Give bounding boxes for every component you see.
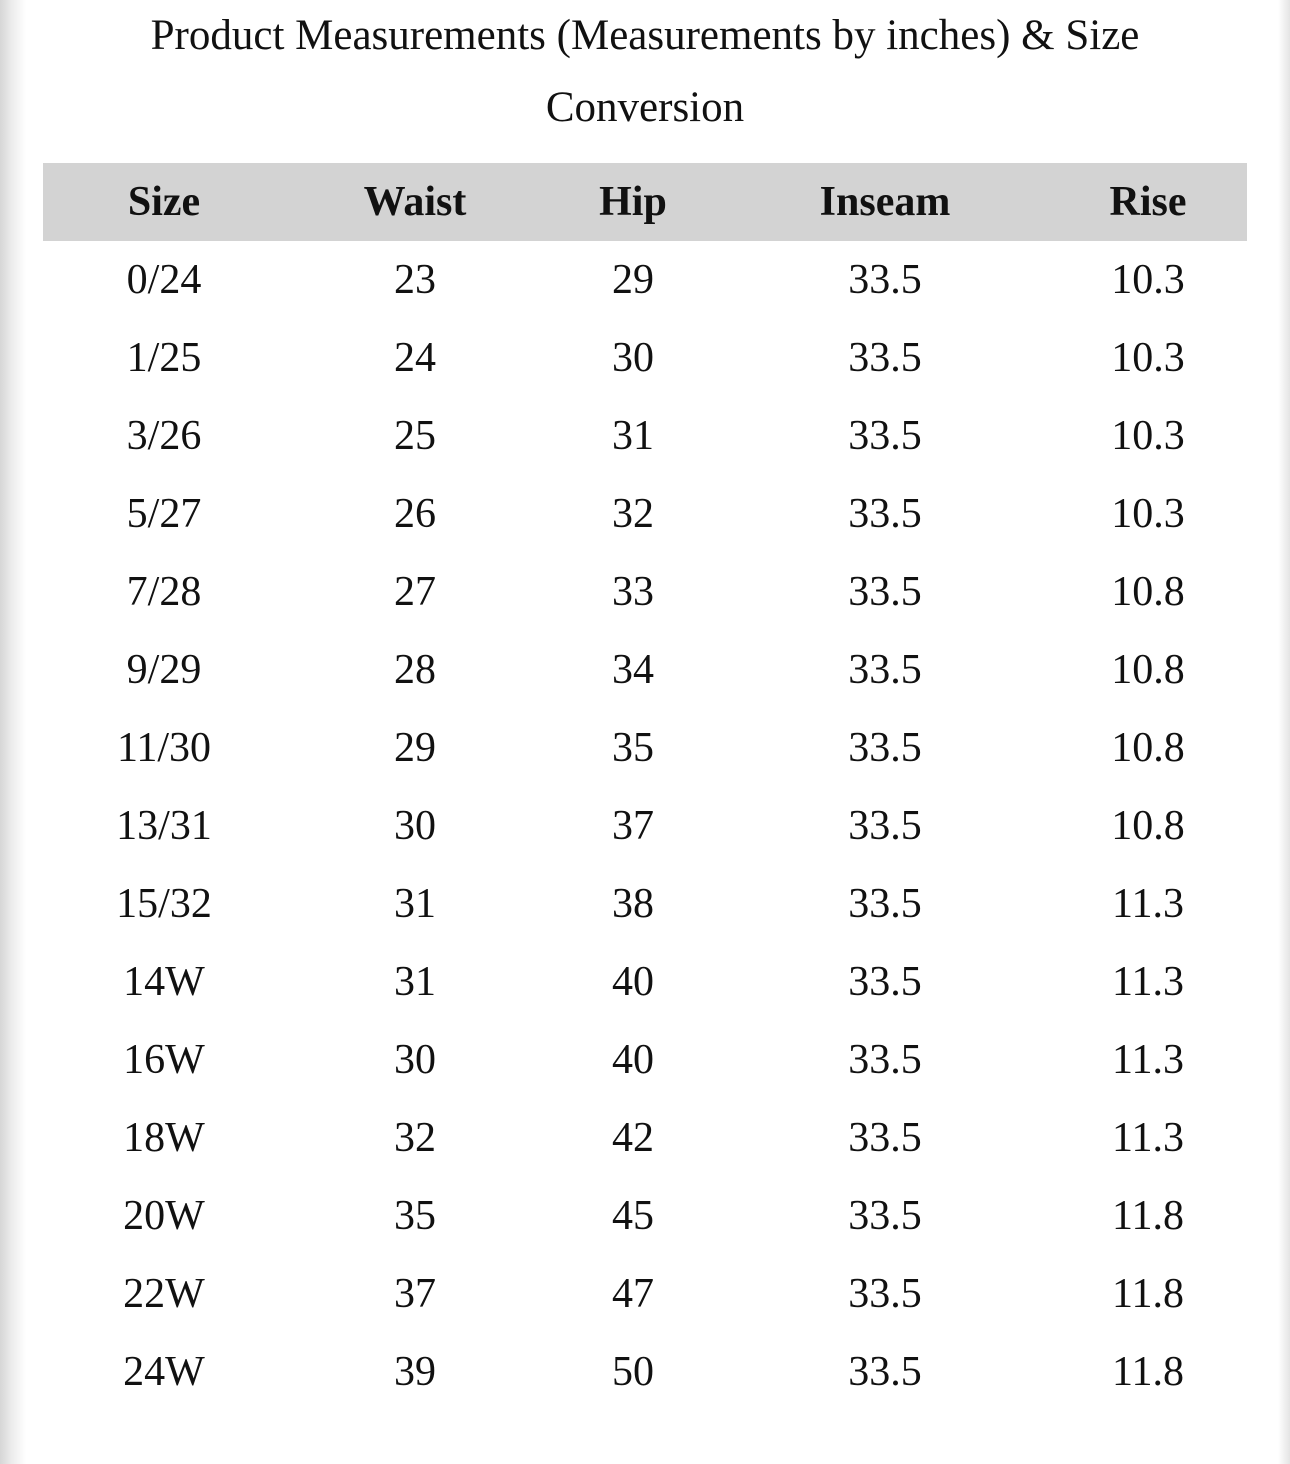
cell-rise: 10.3 [1111, 491, 1185, 537]
cell-rise: 10.8 [1111, 725, 1185, 771]
cell-size: 9/29 [126, 647, 202, 693]
cell-rise: 11.3 [1112, 1037, 1184, 1083]
cell-inseam: 33.5 [848, 1349, 922, 1395]
size-chart-table [43, 163, 1247, 1411]
cell-rise: 10.3 [1111, 257, 1185, 303]
cell-waist: 35 [394, 1193, 436, 1239]
column-header-rise: Rise [1109, 179, 1187, 225]
cell-size: 14W [123, 959, 205, 1005]
table-row [43, 1255, 1247, 1333]
column-header-hip: Hip [599, 179, 667, 225]
cell-waist: 30 [394, 1037, 436, 1083]
cell-rise: 10.8 [1111, 647, 1185, 693]
cell-rise: 11.8 [1112, 1271, 1184, 1317]
table-row [43, 631, 1247, 709]
cell-waist: 39 [394, 1349, 436, 1395]
table-row [43, 241, 1247, 319]
table-row [43, 553, 1247, 631]
cell-waist: 31 [394, 881, 436, 927]
cell-inseam: 33.5 [848, 1193, 922, 1239]
cell-size: 22W [123, 1271, 205, 1317]
cell-size: 24W [123, 1349, 205, 1395]
cell-inseam: 33.5 [848, 725, 922, 771]
cell-size: 20W [123, 1193, 205, 1239]
cell-size: 11/30 [116, 725, 212, 771]
cell-inseam: 33.5 [848, 335, 922, 381]
cell-hip: 42 [612, 1115, 654, 1161]
cell-size: 16W [123, 1037, 205, 1083]
cell-rise: 11.3 [1112, 1115, 1184, 1161]
cell-rise: 11.3 [1112, 881, 1184, 927]
cell-rise: 10.3 [1111, 335, 1185, 381]
cell-hip: 30 [612, 335, 654, 381]
cell-inseam: 33.5 [848, 1037, 922, 1083]
cell-inseam: 33.5 [848, 491, 922, 537]
cell-waist: 31 [394, 959, 436, 1005]
cell-hip: 40 [612, 959, 654, 1005]
cell-hip: 45 [612, 1193, 654, 1239]
cell-waist: 32 [394, 1115, 436, 1161]
cell-hip: 31 [612, 413, 654, 459]
table-row [43, 865, 1247, 943]
table-row [43, 709, 1247, 787]
cell-rise: 10.3 [1111, 413, 1185, 459]
table-body [43, 241, 1247, 1411]
cell-size: 5/27 [126, 491, 202, 537]
cell-inseam: 33.5 [848, 1271, 922, 1317]
cell-inseam: 33.5 [848, 881, 922, 927]
cell-size: 0/24 [126, 257, 202, 303]
cell-waist: 29 [394, 725, 436, 771]
cell-hip: 47 [612, 1271, 654, 1317]
page-title: Product Measurements (Measurements by inches) & Size Conversion [150, 12, 1140, 131]
cell-size: 18W [123, 1115, 205, 1161]
cell-hip: 35 [612, 725, 654, 771]
cell-rise: 11.8 [1112, 1193, 1184, 1239]
table-row [43, 1333, 1247, 1411]
table-header-row [43, 163, 1247, 241]
cell-waist: 30 [394, 803, 436, 849]
cell-hip: 37 [612, 803, 654, 849]
cell-waist: 25 [394, 413, 436, 459]
cell-rise: 11.3 [1112, 959, 1184, 1005]
table-row [43, 475, 1247, 553]
table-row [43, 1177, 1247, 1255]
page-edge-shadow-right [1278, 0, 1290, 1464]
column-header-waist: Waist [363, 179, 467, 225]
table-row [43, 943, 1247, 1021]
cell-waist: 23 [394, 257, 436, 303]
cell-size: 13/31 [116, 803, 212, 849]
table-row [43, 319, 1247, 397]
table-row [43, 1099, 1247, 1177]
cell-rise: 11.8 [1112, 1349, 1184, 1395]
cell-hip: 34 [612, 647, 654, 693]
cell-inseam: 33.5 [848, 803, 922, 849]
cell-size: 7/28 [126, 569, 202, 615]
cell-inseam: 33.5 [848, 1115, 922, 1161]
cell-rise: 10.8 [1111, 569, 1185, 615]
cell-waist: 24 [394, 335, 436, 381]
cell-waist: 27 [394, 569, 436, 615]
column-header-size: Size [127, 179, 201, 225]
cell-waist: 37 [394, 1271, 436, 1317]
table-header [43, 163, 1247, 241]
cell-waist: 28 [394, 647, 436, 693]
table-row [43, 1021, 1247, 1099]
cell-inseam: 33.5 [848, 647, 922, 693]
cell-size: 1/25 [126, 335, 202, 381]
cell-hip: 50 [612, 1349, 654, 1395]
cell-waist: 26 [394, 491, 436, 537]
cell-hip: 32 [612, 491, 654, 537]
cell-hip: 40 [612, 1037, 654, 1083]
cell-hip: 33 [612, 569, 654, 615]
cell-inseam: 33.5 [848, 413, 922, 459]
column-header-inseam: Inseam [819, 179, 951, 225]
cell-hip: 29 [612, 257, 654, 303]
cell-inseam: 33.5 [848, 569, 922, 615]
cell-size: 3/26 [126, 413, 202, 459]
table-row [43, 787, 1247, 865]
page-edge-shadow [0, 0, 26, 1464]
cell-inseam: 33.5 [848, 257, 922, 303]
table-row [43, 397, 1247, 475]
cell-hip: 38 [612, 881, 654, 927]
cell-inseam: 33.5 [848, 959, 922, 1005]
cell-rise: 10.8 [1111, 803, 1185, 849]
cell-size: 15/32 [116, 881, 212, 927]
